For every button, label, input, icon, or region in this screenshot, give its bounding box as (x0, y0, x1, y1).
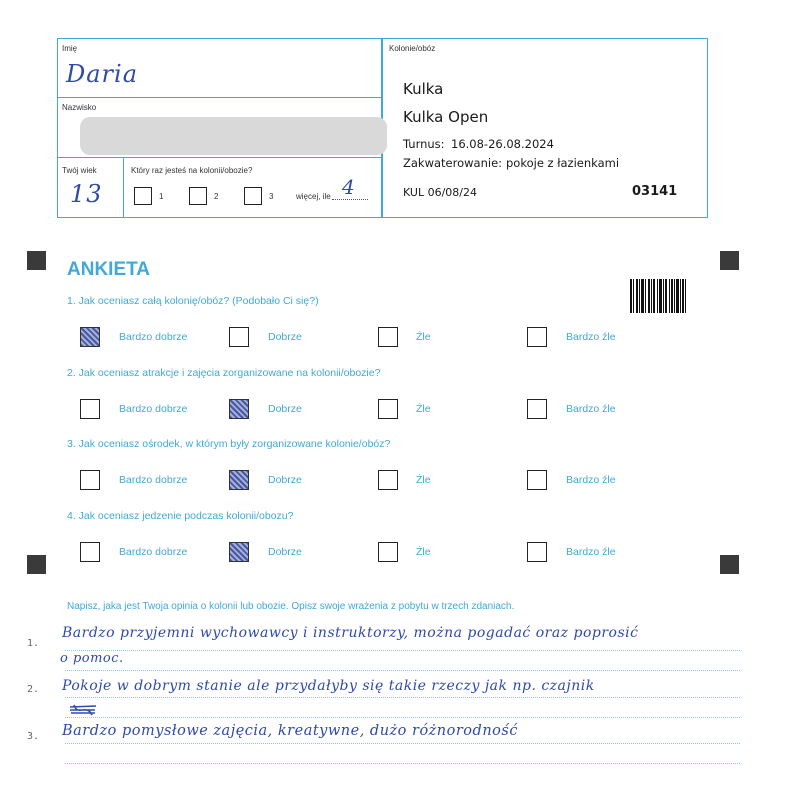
q1-option-label: Bardzo źle (566, 331, 616, 343)
q3-option-label: Dobrze (268, 474, 302, 486)
q1-checkbox-4[interactable] (527, 327, 547, 347)
times-more-dots (332, 199, 368, 200)
divider-surname (57, 157, 382, 158)
fiducial-top-left (27, 251, 46, 270)
divider-name (57, 97, 382, 98)
answer-line (65, 697, 740, 698)
q4-option-label: Bardzo dobrze (119, 546, 188, 558)
q3-checkbox-4[interactable] (527, 470, 547, 490)
first-name-value[interactable]: Daria (66, 60, 139, 88)
q2-checkbox-1[interactable] (80, 399, 100, 419)
answer-line (65, 763, 740, 764)
q2-option-label: Bardzo źle (566, 403, 616, 415)
times-option-1: 1 (159, 192, 164, 201)
q4-option-label: Źle (416, 546, 431, 558)
question-2: 2. Jak oceniasz atrakcje i zajęcia zorganizowane na kolonii/obozie? (67, 367, 381, 379)
camp-program: Kulka Open (403, 108, 489, 126)
q2-option-label: Dobrze (268, 403, 302, 415)
question-3: 3. Jak oceniasz ośrodek, w którym były zorganizowane kolonie/obóz? (67, 438, 391, 450)
answer-3[interactable]: Bardzo pomysłowe zajęcia, kreatywne, dużo różnorodność (62, 723, 518, 739)
q4-option-label: Bardzo źle (566, 546, 616, 558)
turnus-value: 16.08-26.08.2024 (451, 137, 554, 151)
q4-option-label: Dobrze (268, 546, 302, 558)
q4-checkbox-3[interactable] (378, 542, 398, 562)
q1-checkbox-2[interactable] (229, 327, 249, 347)
q4-checkbox-4[interactable] (527, 542, 547, 562)
answer-line (65, 743, 740, 744)
q3-option-label: Źle (416, 474, 431, 486)
q1-option-label: Źle (416, 331, 431, 343)
q3-checkbox-1[interactable] (80, 470, 100, 490)
q2-option-label: Źle (416, 403, 431, 415)
times-option-3: 3 (269, 192, 274, 201)
q1-option-label: Dobrze (268, 331, 302, 343)
times-checkbox-1[interactable] (134, 187, 152, 205)
times-more-label: więcej, ile (296, 192, 331, 201)
fiducial-bottom-right (720, 555, 739, 574)
times-checkbox-2[interactable] (189, 187, 207, 205)
answer-1-line-2[interactable]: o pomoc. (60, 651, 124, 666)
camp-code: KUL 06/08/24 (403, 186, 477, 199)
age-value[interactable]: 13 (70, 180, 103, 208)
accommodation-label: Zakwaterowanie: (403, 156, 503, 170)
q3-option-label: Bardzo dobrze (119, 474, 188, 486)
q3-checkbox-2[interactable] (229, 470, 249, 490)
times-option-2: 2 (214, 192, 219, 201)
camp-label: Kolonie/obóz (389, 44, 436, 53)
camp-name: Kulka (403, 80, 444, 98)
opinion-instruction: Napisz, jaka jest Twoja opinia o kolonii lub obozie. Opisz swoje wrażenia z pobytu w trzech zdaniach. (67, 601, 515, 612)
answer-2[interactable]: Pokoje w dobrym stanie ale przydałyby się takie rzeczy jak np. czajnik (62, 678, 595, 694)
answer-1-line-1[interactable]: Bardzo przyjemni wychowawcy i instruktorzy, można pogadać oraz poprosić (62, 625, 639, 641)
q3-option-label: Bardzo źle (566, 474, 616, 486)
fiducial-top-right (720, 251, 739, 270)
answer-line (65, 717, 740, 718)
q2-checkbox-4[interactable] (527, 399, 547, 419)
answer-line (65, 650, 740, 651)
answer-number-1: 1. (27, 638, 40, 649)
form-number: 03141 (632, 184, 678, 199)
fiducial-bottom-left (27, 555, 46, 574)
q2-checkbox-3[interactable] (378, 399, 398, 419)
q4-checkbox-2[interactable] (229, 542, 249, 562)
answer-line (65, 670, 740, 671)
accommodation-value: pokoje z łazienkami (506, 156, 620, 170)
last-name-redaction (80, 117, 387, 155)
age-label: Twój wiek (62, 166, 97, 175)
times-checkbox-3[interactable] (244, 187, 262, 205)
survey-title: ANKIETA (67, 259, 151, 280)
question-4: 4. Jak oceniasz jedzenie podczas kolonii/obozu? (67, 510, 294, 522)
scribble-mark (68, 703, 98, 717)
turnus-label: Turnus: (403, 137, 445, 151)
q1-option-label: Bardzo dobrze (119, 331, 188, 343)
q2-checkbox-2[interactable] (229, 399, 249, 419)
answer-number-3: 3. (27, 731, 40, 742)
divider-age (123, 157, 124, 218)
question-1: 1. Jak oceniasz całą kolonię/obóz? (Podobało Ci się?) (67, 295, 319, 307)
times-label: Który raz jesteś na kolonii/obozie? (131, 166, 253, 175)
q1-checkbox-3[interactable] (378, 327, 398, 347)
answer-number-2: 2. (27, 684, 40, 695)
q1-checkbox-1[interactable] (80, 327, 100, 347)
q2-option-label: Bardzo dobrze (119, 403, 188, 415)
first-name-label: Imię (62, 44, 78, 53)
times-more-value[interactable]: 4 (342, 175, 356, 199)
q3-checkbox-3[interactable] (378, 470, 398, 490)
barcode-icon (630, 279, 686, 313)
last-name-label: Nazwisko (62, 103, 97, 112)
q4-checkbox-1[interactable] (80, 542, 100, 562)
